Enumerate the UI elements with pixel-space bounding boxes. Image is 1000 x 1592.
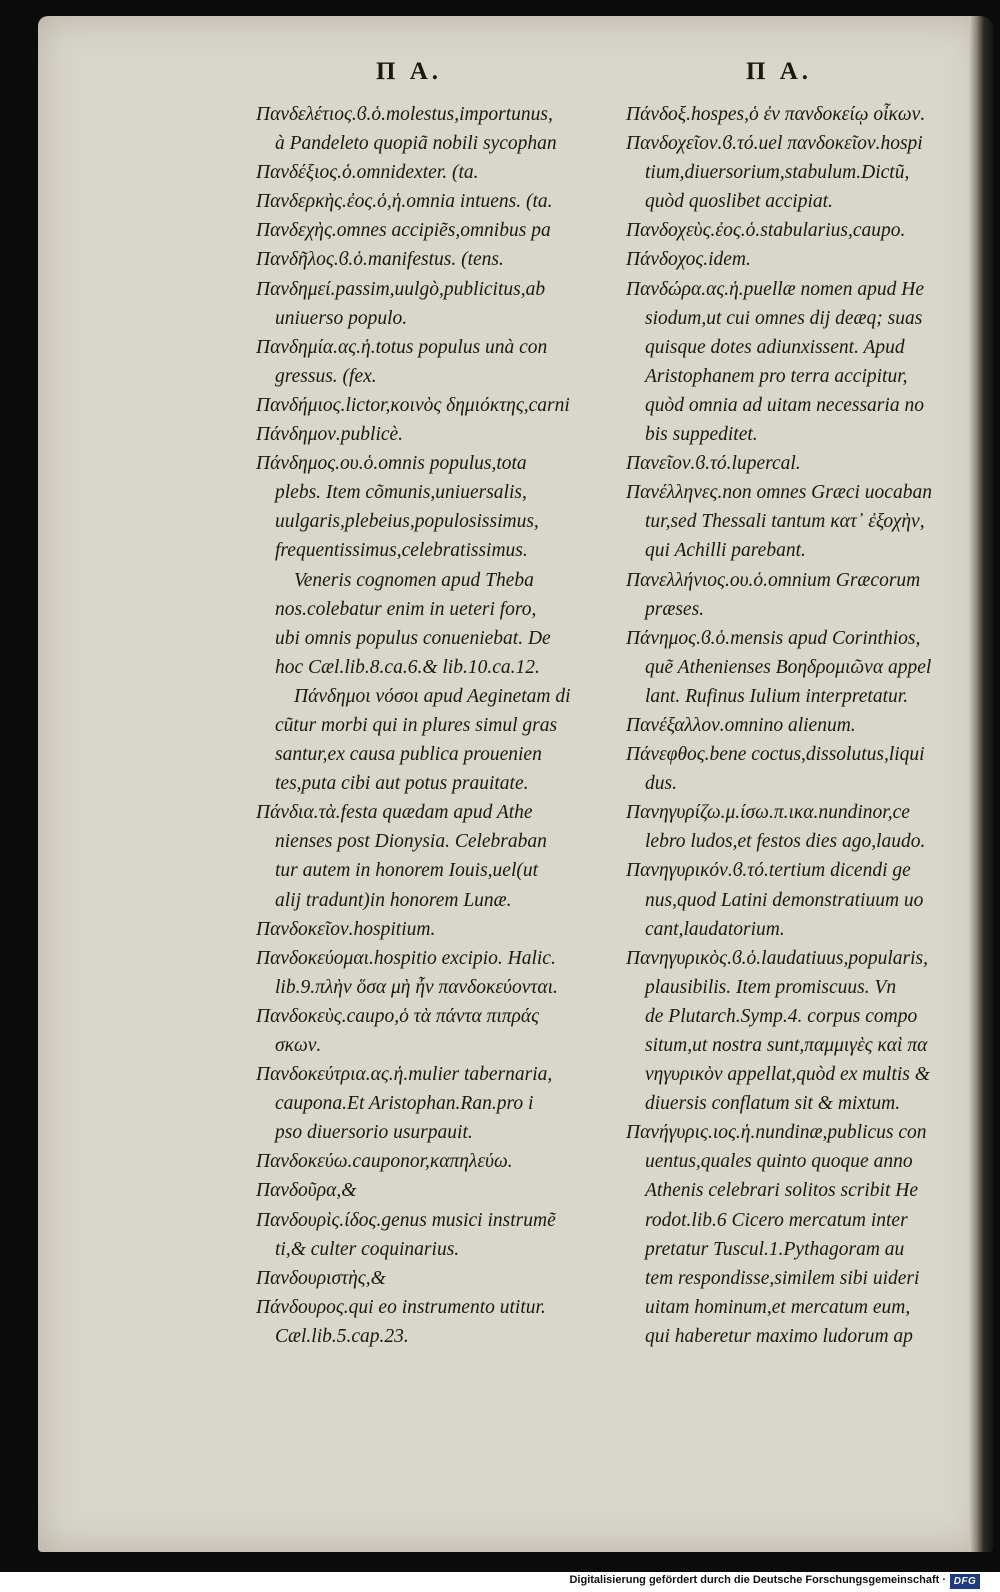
text-line: uulgaris,plebeius,populosissimus, bbox=[275, 511, 539, 533]
text-line: Πανδοκεὺς.caupo,ὁ τὰ πάντα πιπράς bbox=[256, 1005, 540, 1027]
text-line: nienses post Dionysia. Celebraban bbox=[275, 831, 547, 853]
text-line: dus. bbox=[645, 773, 677, 795]
text-line: Aristophanem pro terra accipitur, bbox=[645, 365, 908, 387]
text-line: cant,laudatorium. bbox=[645, 918, 785, 940]
text-line: Πανηγυρικὸς.ϐ.ὁ.laudatiuus,popularis, bbox=[626, 947, 929, 969]
text-line: Πανελλήνιος.ου.ὁ.omnium Græcorum bbox=[626, 569, 921, 591]
text-line: Πανηγυρικόν.ϐ.τό.tertium dicendi ge bbox=[626, 860, 911, 882]
text-line: quẽ Athenienses Βοηδρομιῶνα appel bbox=[645, 656, 932, 678]
text-line: Πάνδημοι νόσοι apud Aeginetam di bbox=[294, 685, 571, 707]
text-line: Πανδοκεῖον.hospitium. bbox=[256, 918, 436, 940]
text-line: pso diuersorio usurpauit. bbox=[275, 1122, 473, 1144]
text-line: tur autem in honorem Iouis,uel(ut bbox=[275, 860, 539, 882]
text-line: Πανδεχὴς.omnes accipiẽs,omnibus pa bbox=[256, 220, 551, 242]
text-line: Πανδουριστὴς,& bbox=[256, 1267, 386, 1289]
text-line: siodum,ut cui omnes dij deæq; suas bbox=[645, 307, 923, 329]
text-line: Πανδοχεὺς.ἐος.ὁ.stabularius,caupo. bbox=[626, 220, 906, 242]
text-line: Πανδοκεύομαι.hospitio excipio. Halic. bbox=[256, 947, 556, 969]
text-line: Πανεῖον.ϐ.τό.lupercal. bbox=[626, 453, 801, 475]
text-line: Πανδῆλος.ϐ.ὁ.manifestus. (tens. bbox=[256, 249, 504, 271]
text-line: caupona.Et Aristophan.Ran.pro i bbox=[275, 1093, 534, 1115]
text-line: santur,ex causa publica prouenien bbox=[275, 744, 542, 766]
text-line: Πανδοῦρα,& bbox=[256, 1180, 357, 1202]
text-line: plebs. Item cõmunis,uniuersalis, bbox=[275, 482, 527, 504]
text-line: Πανδουρὶς.ίδος.genus musici instrumẽ bbox=[256, 1209, 556, 1231]
text-line: Πάνημος.ϐ.ὁ.mensis apud Corinthios, bbox=[626, 627, 921, 649]
text-line: Πανδοκεύω.cauponor,καπηλεύω. bbox=[256, 1151, 513, 1173]
text-line: tem respondisse,similem sibi uideri bbox=[645, 1267, 920, 1289]
text-line: Athenis celebrari solitos scribit He bbox=[645, 1180, 918, 1202]
text-line: Πάνδοξ.hospes,ὁ ἐν πανδοκείῳ οἶκων. bbox=[626, 104, 926, 125]
text-line: Πάνεφθος.bene coctus,dissolutus,liqui bbox=[626, 744, 925, 766]
text-line: Πανδέξιος.ὁ.omnidexter. (ta. bbox=[256, 162, 479, 184]
text-line: de Plutarch.Symp.4. corpus compo bbox=[645, 1005, 918, 1027]
text-line: Πανέξαλλον.omnino alienum. bbox=[626, 714, 856, 736]
text-line: Πανδοκεύτρια.ας.ἡ.mulier tabernaria, bbox=[256, 1064, 553, 1086]
text-line: Cæl.lib.5.cap.23. bbox=[275, 1325, 409, 1347]
text-line: qui haberetur maximo ludorum ap bbox=[645, 1325, 913, 1347]
text-line: hoc Cæl.lib.8.ca.6.& lib.10.ca.12. bbox=[275, 656, 540, 678]
text-line: qui Achilli parebant. bbox=[645, 540, 806, 562]
text-line: quòd omnia ad uitam necessaria no bbox=[645, 394, 924, 416]
text-line: Πανήγυρις.ιος.ἡ.nundinæ,publicus con bbox=[626, 1122, 927, 1144]
text-line: Πάνδουρος.qui eo instrumento utitur. bbox=[256, 1296, 546, 1318]
text-line: à Pandeleto quopiã nobili sycophan bbox=[275, 133, 557, 155]
text-line: nos.colebatur enim in ueteri foro, bbox=[275, 598, 537, 620]
text-line: uniuerso populo. bbox=[275, 307, 408, 329]
text-line: Veneris cognomen apud Theba bbox=[294, 569, 534, 591]
text-line: ti,& culter coquinarius. bbox=[275, 1238, 460, 1260]
text-line: Πανδελέτιος.ϐ.ὁ.molestus,importunus, bbox=[256, 104, 553, 125]
text-line: quisque dotes adiunxissent. Apud bbox=[645, 336, 905, 358]
text-line: tes,puta cibi aut potus prauitate. bbox=[275, 773, 529, 795]
text-line: alij tradunt)in honorem Lunæ. bbox=[275, 889, 512, 911]
running-head-right: Π A. bbox=[746, 58, 812, 85]
text-line: ubi omnis populus conueniebat. De bbox=[275, 627, 551, 649]
text-line: bis suppeditet. bbox=[645, 424, 758, 446]
footer-credit: Digitalisierung gefördert durch die Deutsche Forschungsgemeinschaft · bbox=[569, 1574, 946, 1586]
text-line: tur,sed Thessali tantum κατ᾽ ἐξοχὴν, bbox=[645, 511, 925, 533]
text-line: Πανδερκὴς.ἐος.ὁ,ἡ.omnia intuens. (ta. bbox=[256, 191, 553, 213]
left-column bbox=[256, 100, 596, 1351]
book-spine bbox=[969, 16, 994, 1552]
text-line: Πανδοχεῖον.ϐ.τό.uel πανδοκεῖον.hospi bbox=[626, 133, 923, 155]
text-line: uentus,quales quinto quoque anno bbox=[645, 1151, 913, 1173]
text-line: diuersis conflatum sit & mixtum. bbox=[645, 1093, 901, 1115]
text-line: nus,quod Latini demonstratiuum uo bbox=[645, 889, 924, 911]
text-line: Πάνδοχος.idem. bbox=[626, 249, 751, 271]
text-line: Πανδώρα.ας.ἡ.puellæ nomen apud He bbox=[626, 278, 925, 300]
text-line: Πάνδημον.publicè. bbox=[256, 424, 404, 446]
text-line: cũtur morbi qui in plures simul gras bbox=[275, 714, 558, 736]
dfg-logo-icon: DFG bbox=[950, 1574, 980, 1589]
text-line: frequentissimus,celebratissimus. bbox=[275, 540, 528, 562]
text-line: quòd quoslibet accipiat. bbox=[645, 191, 833, 213]
text-line: Πάνδημος.ου.ὁ.omnis populus,tota bbox=[256, 453, 527, 475]
text-line: lib.9.πλὴν ὅσα μὴ ἦν πανδοκεύονται. bbox=[275, 976, 558, 998]
text-line: plausibilis. Item promiscuus. Vn bbox=[645, 976, 897, 998]
text-line: uitam hominum,et mercatum eum, bbox=[645, 1296, 911, 1318]
text-line: νηγυρικὸν appellat,quòd ex multis & bbox=[645, 1064, 930, 1086]
text-line: lant. Rufinus Iulium interpretatur. bbox=[645, 685, 909, 707]
text-line: tium,diuersorium,stabulum.Dictũ, bbox=[645, 162, 910, 184]
footer-bar bbox=[0, 1572, 1000, 1592]
text-line: Πανδημία.ας.ἡ.totus populus unà con bbox=[256, 336, 548, 358]
text-line: Πανηγυρίζω.μ.ίσω.π.ικα.nundinor,ce bbox=[626, 802, 910, 824]
text-line: Πανδήμιος.lictor,κοινὸς δημιόκτης,carni bbox=[256, 394, 570, 416]
text-line: σκων. bbox=[275, 1035, 322, 1056]
text-line: Πανδημεί.passim,uulgò,publicitus,ab bbox=[256, 278, 546, 300]
text-line: Πάνδια.τὰ.festa quædam apud Athe bbox=[256, 802, 533, 824]
right-column bbox=[626, 100, 966, 1351]
text-line: Πανέλληνες.non omnes Græci uocaban bbox=[626, 482, 932, 504]
text-line: rodot.lib.6 Cicero mercatum inter bbox=[645, 1209, 908, 1231]
running-head-left: Π A. bbox=[376, 58, 442, 85]
text-line: pretatur Tuscul.1.Pythagoram au bbox=[645, 1238, 905, 1260]
text-line: gressus. (fex. bbox=[275, 365, 377, 387]
text-line: præses. bbox=[645, 598, 705, 620]
text-line: situm,ut nostra sunt,παμμιγὲς καὶ πα bbox=[645, 1035, 928, 1056]
text-line: lebro ludos,et festos dies ago,laudo. bbox=[645, 831, 926, 853]
